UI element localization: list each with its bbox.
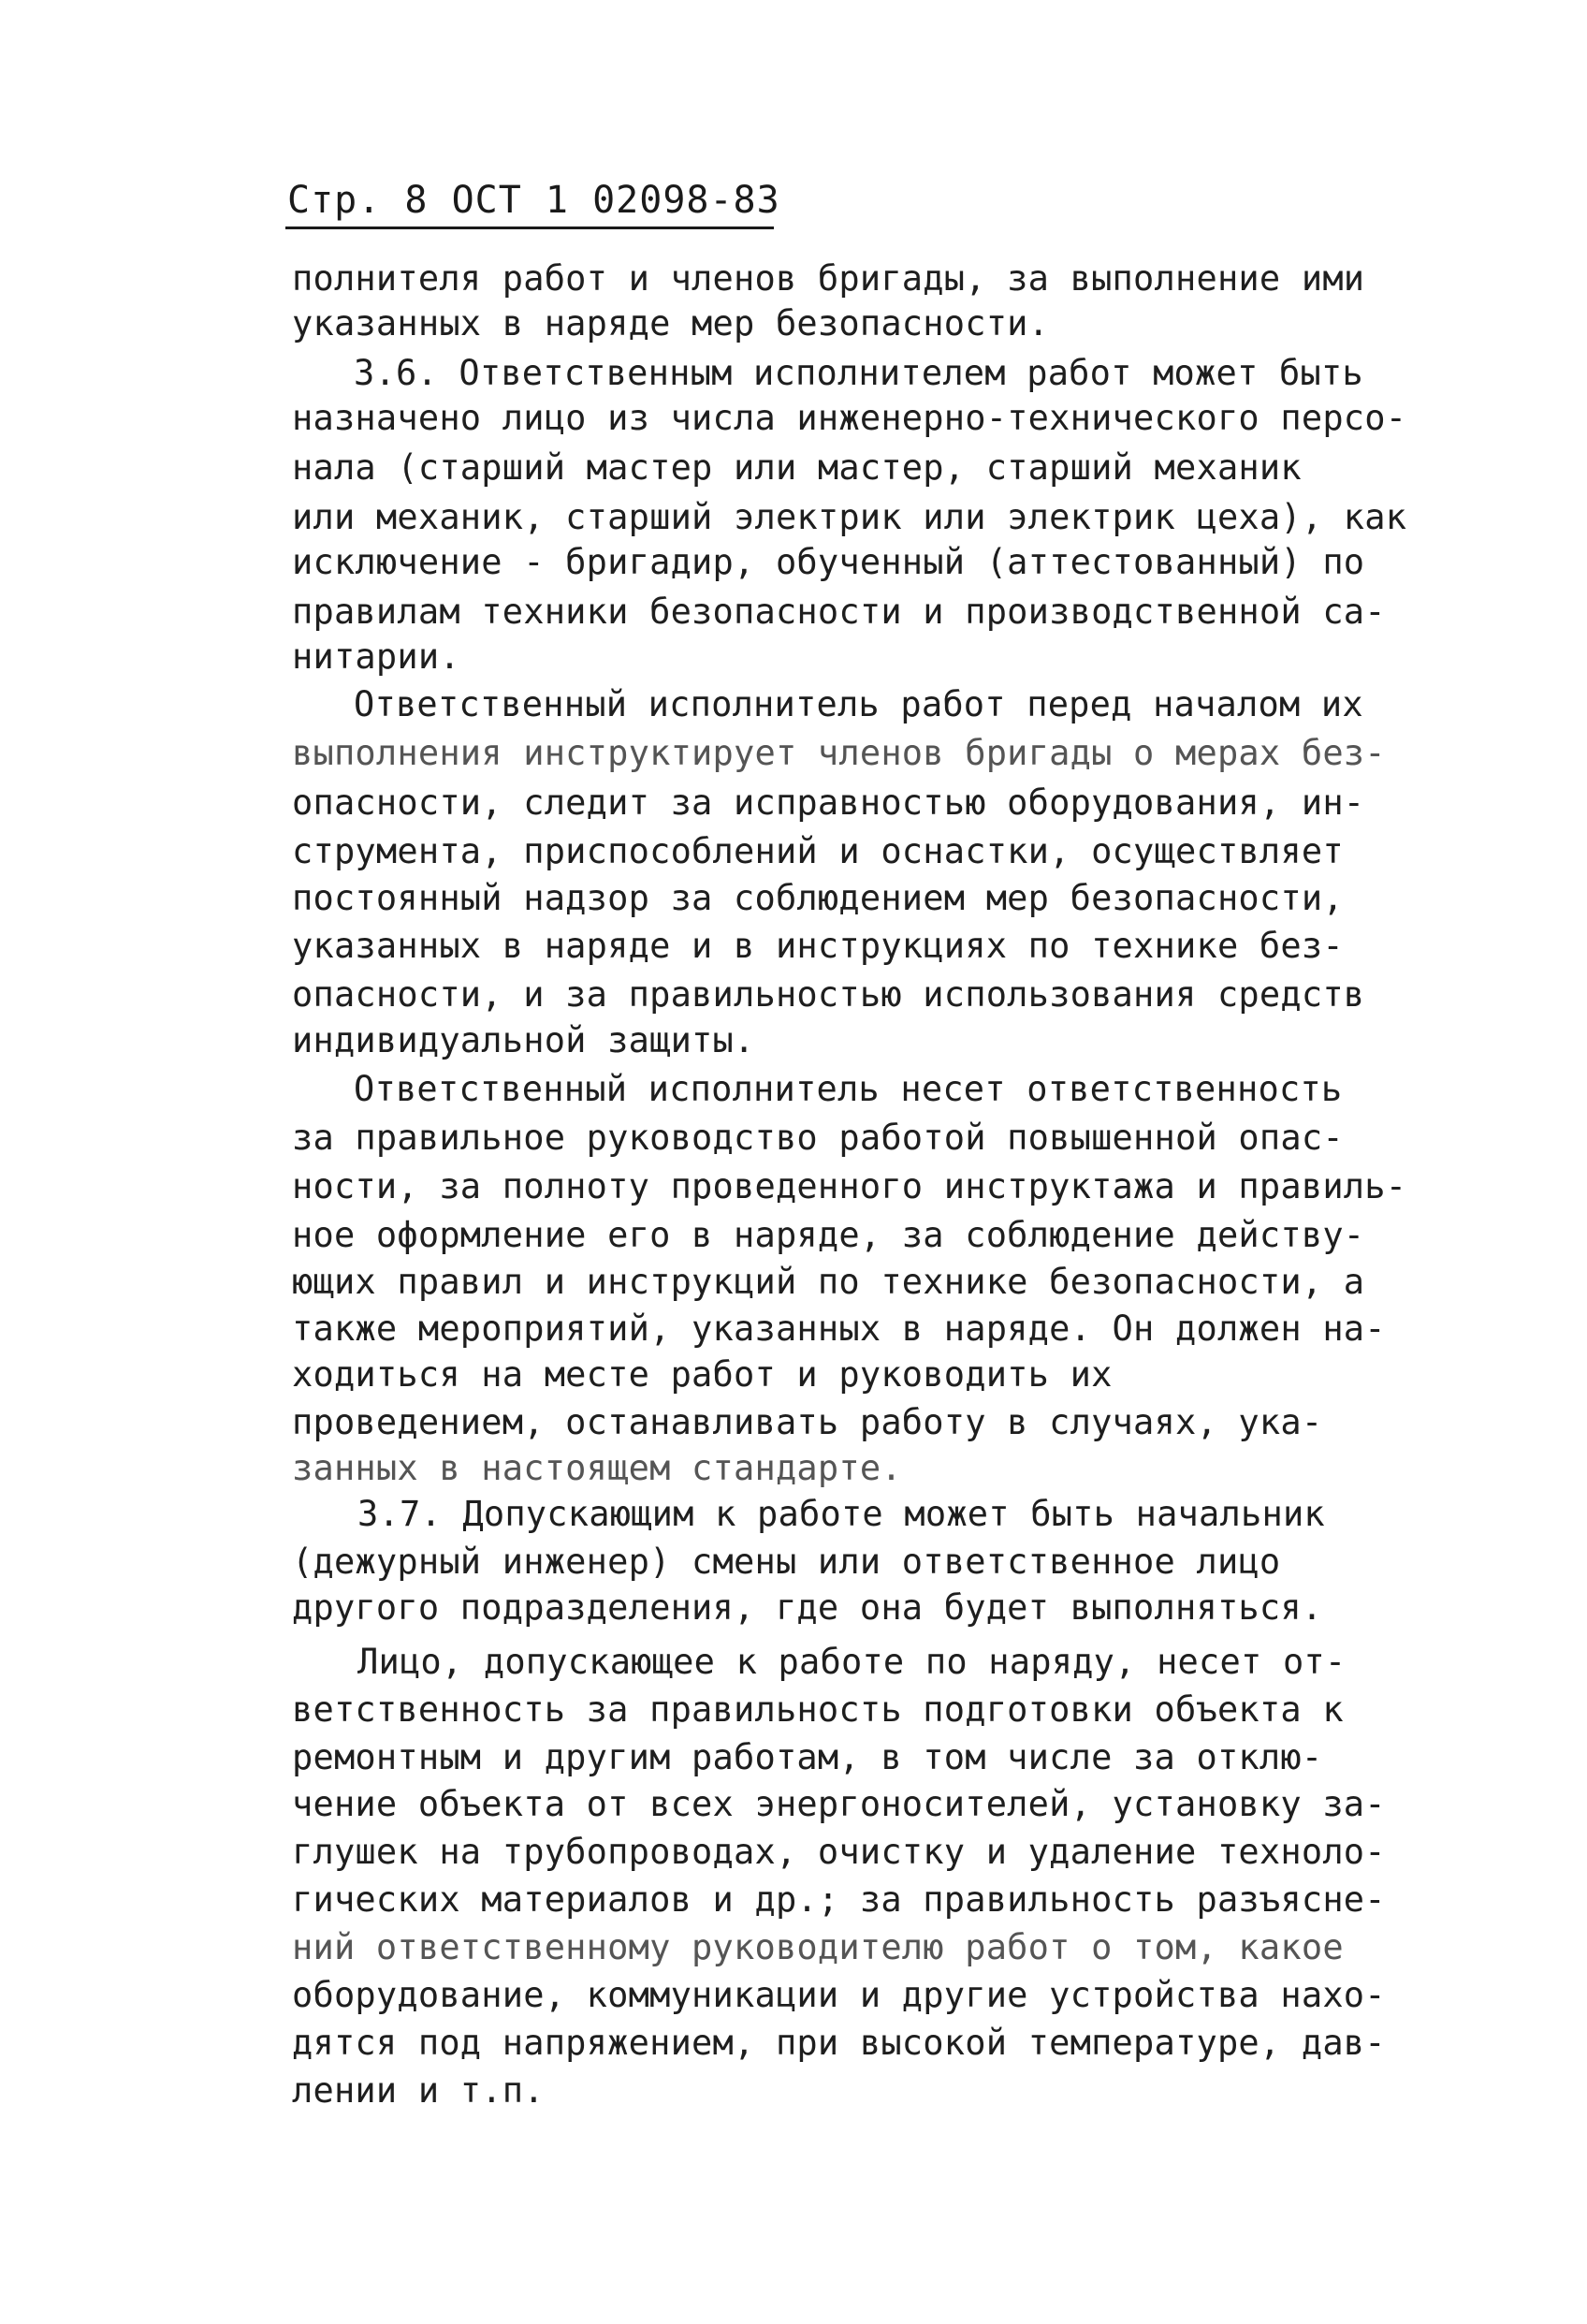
text-line: ремонтным и другим работам, в том числе за отклю- bbox=[292, 1737, 1323, 1777]
text-line: ний ответственному руководителю работ о том, какое bbox=[292, 1927, 1344, 1967]
text-line: выполнения инструктирует членов бригады о мерах без- bbox=[292, 733, 1386, 773]
paragraph-start: Лицо, допускающее к работе по наряду, несет от- bbox=[357, 1642, 1347, 1682]
text-line: назначено лицо из числа инженерно-технического персо- bbox=[292, 398, 1407, 438]
text-line: индивидуальной защиты. bbox=[292, 1020, 755, 1060]
text-line: ное оформление его в наряде, за соблюдение действу- bbox=[292, 1215, 1365, 1255]
text-line: гических материалов и др.; за правильность разъясне- bbox=[292, 1879, 1386, 1920]
text-line: струмента, приспособлений и оснастки, осуществляет bbox=[292, 831, 1344, 871]
text-line: указанных в наряде мер безопасности. bbox=[292, 303, 1050, 343]
page-header: Стр. 8 ОСТ 1 02098-83 bbox=[287, 179, 780, 222]
text-line: ветственность за правильность подготовки объекта к bbox=[292, 1689, 1344, 1730]
text-line: (дежурный инженер) смены или ответственное лицо bbox=[292, 1542, 1281, 1582]
text-line: ходиться на месте работ и руководить их bbox=[292, 1354, 1113, 1395]
text-line: занных в настоящем стандарте. bbox=[292, 1448, 902, 1488]
text-line: указанных в наряде и в инструкциях по технике без- bbox=[292, 926, 1344, 966]
text-line: правилам техники безопасности и производственной са- bbox=[292, 592, 1386, 632]
text-line: ности, за полноту проведенного инструктажа и правиль- bbox=[292, 1166, 1407, 1206]
text-line: проведением, останавливать работу в случаях, ука- bbox=[292, 1402, 1323, 1442]
text-line: ющих правил и инструкций по технике безопасности, а bbox=[292, 1262, 1365, 1302]
text-line: лении и т.п. bbox=[292, 2070, 545, 2111]
text-line: или механик, старший электрик или электрик цеха), как bbox=[292, 497, 1407, 537]
text-line: другого подразделения, где она будет выполняться. bbox=[292, 1587, 1323, 1628]
text-line: нала (старший мастер или мастер, старший механик bbox=[292, 447, 1302, 488]
text-line: оборудование, коммуникации и другие устройства нахо- bbox=[292, 1975, 1386, 2015]
text-line: постоянный надзор за соблюдением мер безопасности, bbox=[292, 878, 1344, 918]
text-line: чение объекта от всех энергоносителей, установку за- bbox=[292, 1784, 1386, 1824]
text-line: опасности, и за правильностью использования средств bbox=[292, 974, 1365, 1015]
paragraph-3-6-start: 3.6. Ответственным исполнителем работ может быть bbox=[354, 353, 1363, 393]
text-line: за правильное руководство работой повышенной опас- bbox=[292, 1118, 1344, 1158]
paragraph-3-7-start: 3.7. Допускающим к работе может быть начальник bbox=[357, 1494, 1325, 1534]
text-line: полнителя работ и членов бригады, за выполнение ими bbox=[292, 258, 1365, 299]
paragraph-start: Ответственный исполнитель работ перед началом их bbox=[354, 684, 1363, 724]
text-line: глушек на трубопроводах, очистку и удаление техноло- bbox=[292, 1832, 1386, 1872]
paragraph-start: Ответственный исполнитель несет ответственность bbox=[354, 1069, 1343, 1109]
text-line: нитарии. bbox=[292, 636, 460, 677]
text-line: также мероприятий, указанных в наряде. Он должен на- bbox=[292, 1308, 1386, 1349]
header-underline bbox=[285, 227, 774, 229]
text-line: дятся под напряжением, при высокой температуре, дав- bbox=[292, 2023, 1386, 2063]
text-line: опасности, следит за исправностью оборудования, ин- bbox=[292, 782, 1365, 823]
text-line: исключение - бригадир, обученный (аттестованный) по bbox=[292, 542, 1365, 582]
